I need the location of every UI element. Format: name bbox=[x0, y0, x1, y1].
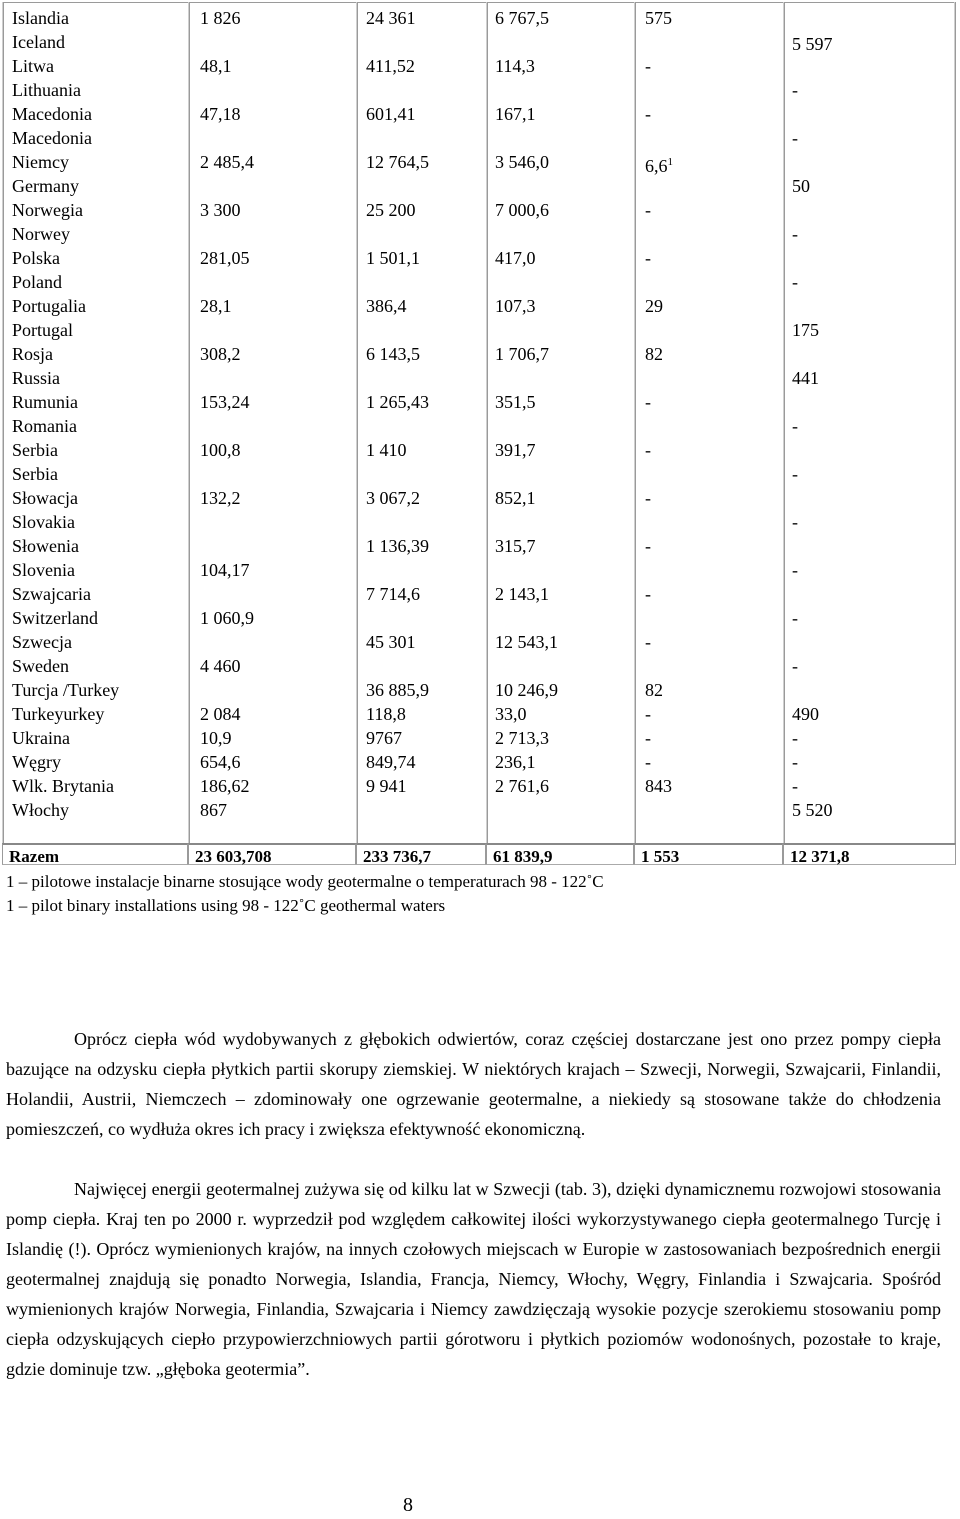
footnote-pl: 1 – pilotowe instalacje binarne stosujące wody geotermalne o temperaturach 98 - 122˚C bbox=[6, 872, 604, 891]
country-label: Wlk. Brytania bbox=[12, 776, 114, 796]
country-label: Iceland bbox=[12, 32, 65, 52]
col3-value: 33,0 bbox=[495, 704, 527, 724]
country-label: Serbia bbox=[12, 440, 58, 460]
country-label: Norwegia bbox=[12, 200, 83, 220]
col2-value: 3 067,2 bbox=[366, 488, 420, 508]
col1-value: 1 826 bbox=[200, 8, 241, 28]
paragraph-1: Oprócz ciepła wód wydobywanych z głębokich odwiertów, coraz częściej dostarczane jest ono przez pompy ciepła bazujące na odzysku ciepła płytkich partii skorupy ziemskiej. W niektórych krajach – Szwecji, Norwegii, Szwajcarii, Finlandii, Holandii, Austrii, Niemczech – zdominowały one ogrzewanie geotermalne, a niekiedy są stosowane także do chłodzenia pomieszczeń, co wydłuża okres ich pracy i zwiększa efektywność ekonomiczną. bbox=[6, 1029, 941, 1139]
total-row bbox=[2, 843, 956, 867]
col4-value bbox=[645, 150, 673, 178]
col2-value: 7 714,6 bbox=[366, 584, 420, 604]
col2-value: 1 410 bbox=[366, 440, 407, 460]
col1-value: 281,05 bbox=[200, 248, 250, 268]
col2-value: 1 501,1 bbox=[366, 248, 420, 268]
country-label: Węgry bbox=[12, 752, 61, 772]
country-label: Turkeyurkey bbox=[12, 704, 105, 724]
col1-value: 132,2 bbox=[200, 488, 241, 508]
country-label: Słowacja bbox=[12, 488, 78, 508]
col5-value: 175 bbox=[792, 320, 819, 340]
col5-value: 441 bbox=[792, 368, 819, 388]
country-label: Ukraina bbox=[12, 728, 70, 748]
col1-value: 308,2 bbox=[200, 344, 241, 364]
col1-value: 28,1 bbox=[200, 296, 232, 316]
country-label: Romania bbox=[12, 416, 77, 436]
col5-value: - bbox=[792, 560, 798, 580]
country-label: Włochy bbox=[12, 800, 69, 820]
country-label: Sweden bbox=[12, 656, 69, 676]
col5-value: - bbox=[792, 512, 798, 532]
col4-value: - bbox=[645, 536, 651, 556]
country-label: Serbia bbox=[12, 464, 58, 484]
col5-value: - bbox=[792, 224, 798, 244]
col5-value: - bbox=[792, 656, 798, 676]
col4-value: - bbox=[645, 104, 651, 124]
col4-value: - bbox=[645, 200, 651, 220]
col1-value: 2 485,4 bbox=[200, 152, 254, 172]
col2-value: 849,74 bbox=[366, 752, 416, 772]
data-table bbox=[2, 2, 956, 843]
col4-value: - bbox=[645, 752, 651, 772]
total-col5: 12 371,8 bbox=[783, 843, 956, 865]
country-label: Niemcy bbox=[12, 152, 69, 172]
col2-value: 118,8 bbox=[366, 704, 406, 724]
col-border bbox=[783, 2, 785, 843]
col3-value: 417,0 bbox=[495, 248, 536, 268]
col4-value-text: 6,6 bbox=[645, 156, 668, 176]
country-label: Poland bbox=[12, 272, 63, 292]
col-border bbox=[634, 2, 636, 843]
country-label: Rumunia bbox=[12, 392, 78, 412]
col-border bbox=[954, 2, 956, 843]
total-col3: 61 839,9 bbox=[486, 843, 634, 865]
total-col1: 23 603,708 bbox=[188, 843, 356, 865]
col1-value: 100,8 bbox=[200, 440, 241, 460]
col2-value: 25 200 bbox=[366, 200, 416, 220]
total-label: Razem bbox=[2, 843, 188, 865]
col1-value: 3 300 bbox=[200, 200, 241, 220]
col2-value: 36 885,9 bbox=[366, 680, 429, 700]
country-label: Szwecja bbox=[12, 632, 72, 652]
col5-value: - bbox=[792, 776, 798, 796]
col4-value: - bbox=[645, 632, 651, 652]
country-label: Lithuania bbox=[12, 80, 81, 100]
footnote-en: 1 – pilot binary installations using 98 - 122˚C geothermal waters bbox=[6, 896, 446, 915]
col1-value: 10,9 bbox=[200, 728, 232, 748]
country-label: Turcja /Turkey bbox=[12, 680, 120, 700]
col3-value: 107,3 bbox=[495, 296, 536, 316]
col2-value: 12 764,5 bbox=[366, 152, 429, 172]
col5-value: - bbox=[792, 728, 798, 748]
col-border bbox=[356, 2, 358, 843]
col1-value: 867 bbox=[200, 800, 227, 820]
country-label: Portugalia bbox=[12, 296, 86, 316]
country-label: Germany bbox=[12, 176, 79, 196]
col1-value: 48,1 bbox=[200, 56, 232, 76]
paragraph-2: Najwięcej energii geotermalnej zużywa się od kilku lat w Szwecji (tab. 3), dzięki dynamicznemu rozwojowi stosowania pomp ciepła. Kraj ten po 2000 r. wyprzedził pod względem całkowitej ilości wykorzystywanego ciepła geotermalnego Turcję i Islandię (!). Oprócz wymienionych krajów, na innych czołowych miejscach w Europie w zastosowaniach bezpośrednich energii geotermalnej znajdują się ponadto Norwegia, Islandia, Francja, Niemcy, Włochy, Węgry, Finlandia i Szwajcaria. Spośród wymienionych krajów Norwegia, Finlandia, Szwajcaria i Niemcy zawdzięczają wysokie pozycje szerokiemu stosowaniu pomp ciepła odzyskujących ciepło przypowierzchniowych partii górotworu i płytkich poziomów wodonośnych, pozostałe to kraje, gdzie dominuje tzw. „głęboka geotermia”. bbox=[6, 1179, 941, 1379]
country-label: Switzerland bbox=[12, 608, 98, 628]
col5-value: 5 597 bbox=[792, 34, 833, 54]
col3-value: 351,5 bbox=[495, 392, 536, 412]
col3-value: 236,1 bbox=[495, 752, 536, 772]
col2-value: 9767 bbox=[366, 728, 402, 748]
col4-value: 843 bbox=[645, 776, 672, 796]
country-label: Macedonia bbox=[12, 128, 92, 148]
col3-value: 2 761,6 bbox=[495, 776, 549, 796]
col2-value: 411,52 bbox=[366, 56, 415, 76]
col4-value: 575 bbox=[645, 8, 672, 28]
col5-value: 50 bbox=[792, 176, 810, 196]
col5-value: - bbox=[792, 464, 798, 484]
country-label: Słowenia bbox=[12, 536, 79, 556]
col3-value: 852,1 bbox=[495, 488, 536, 508]
col5-value: 5 520 bbox=[792, 800, 833, 820]
col1-value: 153,24 bbox=[200, 392, 250, 412]
col5-value: - bbox=[792, 752, 798, 772]
col3-value: 167,1 bbox=[495, 104, 536, 124]
col5-value: - bbox=[792, 608, 798, 628]
col1-value: 654,6 bbox=[200, 752, 241, 772]
col1-value: 47,18 bbox=[200, 104, 241, 124]
col3-value: 2 143,1 bbox=[495, 584, 549, 604]
total-col2: 233 736,7 bbox=[356, 843, 486, 865]
col2-value: 6 143,5 bbox=[366, 344, 420, 364]
table-top-border bbox=[2, 2, 956, 3]
country-label: Slovenia bbox=[12, 560, 75, 580]
col-border bbox=[188, 2, 190, 843]
col3-value: 1 706,7 bbox=[495, 344, 549, 364]
col5-value: - bbox=[792, 80, 798, 100]
total-col4: 1 553 bbox=[634, 843, 783, 865]
country-label: Szwajcaria bbox=[12, 584, 91, 604]
page-number: 8 bbox=[403, 1494, 413, 1516]
col5-value: - bbox=[792, 272, 798, 292]
col2-value: 1 136,39 bbox=[366, 536, 429, 556]
footnote-marker: 1 bbox=[667, 156, 673, 168]
col4-value: - bbox=[645, 56, 651, 76]
col5-value: 490 bbox=[792, 704, 819, 724]
col4-value: - bbox=[645, 392, 651, 412]
col1-value: 1 060,9 bbox=[200, 608, 254, 628]
col3-value: 114,3 bbox=[495, 56, 535, 76]
col5-value: - bbox=[792, 128, 798, 148]
col-border bbox=[486, 2, 488, 843]
country-label: Islandia bbox=[12, 8, 69, 28]
col-border bbox=[2, 2, 4, 843]
col4-value: 82 bbox=[645, 680, 663, 700]
col1-value: 104,17 bbox=[200, 560, 250, 580]
col1-value: 4 460 bbox=[200, 656, 241, 676]
col4-value: - bbox=[645, 704, 651, 724]
col1-value: 2 084 bbox=[200, 704, 241, 724]
country-label: Polska bbox=[12, 248, 61, 268]
country-label: Norwey bbox=[12, 224, 70, 244]
col3-value: 315,7 bbox=[495, 536, 536, 556]
country-label: Slovakia bbox=[12, 512, 75, 532]
col4-value: - bbox=[645, 728, 651, 748]
country-label: Portugal bbox=[12, 320, 73, 340]
col4-value: 82 bbox=[645, 344, 663, 364]
col2-value: 1 265,43 bbox=[366, 392, 429, 412]
col3-value: 391,7 bbox=[495, 440, 536, 460]
country-label: Macedonia bbox=[12, 104, 92, 124]
col2-value: 24 361 bbox=[366, 8, 416, 28]
col2-value: 386,4 bbox=[366, 296, 407, 316]
col2-value: 9 941 bbox=[366, 776, 407, 796]
col4-value: 29 bbox=[645, 296, 663, 316]
col4-value: - bbox=[645, 248, 651, 268]
col3-value: 3 546,0 bbox=[495, 152, 549, 172]
col2-value: 601,41 bbox=[366, 104, 416, 124]
col4-value: - bbox=[645, 488, 651, 508]
country-label: Rosja bbox=[12, 344, 54, 364]
country-label: Litwa bbox=[12, 56, 54, 76]
country-label: Russia bbox=[12, 368, 61, 388]
col4-value: - bbox=[645, 584, 651, 604]
col4-value: - bbox=[645, 440, 651, 460]
col3-value: 2 713,3 bbox=[495, 728, 549, 748]
col3-value: 6 767,5 bbox=[495, 8, 549, 28]
col1-value: 186,62 bbox=[200, 776, 250, 796]
col3-value: 10 246,9 bbox=[495, 680, 558, 700]
col5-value: - bbox=[792, 416, 798, 436]
col3-value: 7 000,6 bbox=[495, 200, 549, 220]
col3-value: 12 543,1 bbox=[495, 632, 558, 652]
col2-value: 45 301 bbox=[366, 632, 416, 652]
